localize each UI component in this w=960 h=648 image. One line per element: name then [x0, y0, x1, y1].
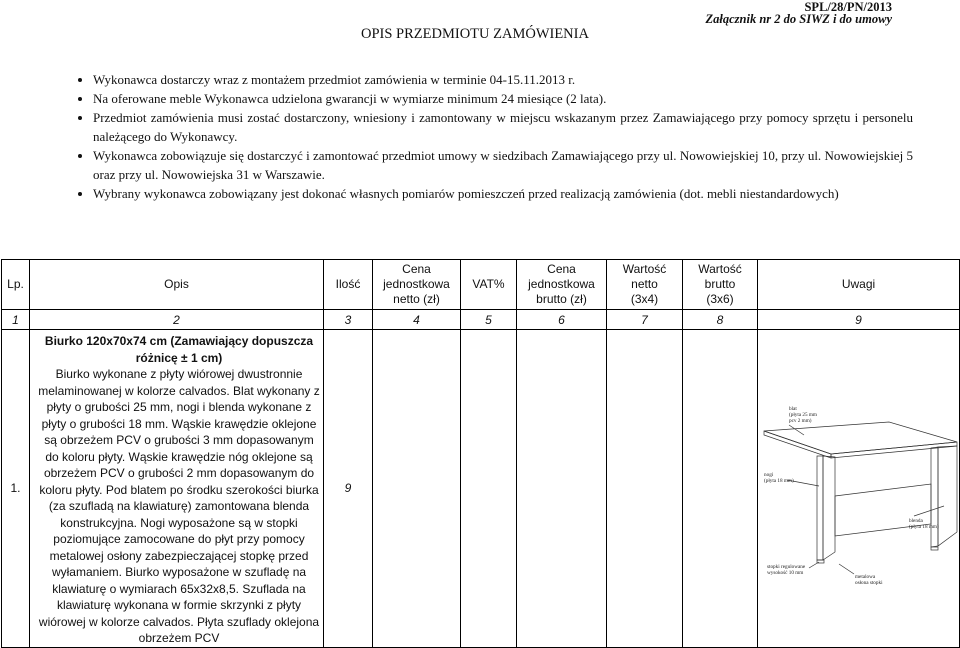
- row-quantity: 9: [324, 330, 373, 648]
- label-stopki: stopki regulowane: [766, 563, 805, 570]
- header-vat: VAT%: [461, 260, 517, 310]
- right-leg-side: [938, 446, 957, 546]
- row-cena-brutto: [517, 330, 607, 648]
- header-uwagi: Uwagi: [758, 260, 960, 310]
- column-number: 5: [461, 310, 517, 330]
- label-oslony: metalowa: [854, 573, 875, 580]
- row-vat: [461, 330, 517, 648]
- condition-item: • Wykonawca dostarczy wraz z montażem przedmiot zamówienia w terminie 04-15.11.2013 r.: [93, 70, 913, 89]
- reference-number: SPL/28/PN/2013: [804, 0, 892, 14]
- label-blenda: blenda: [908, 517, 923, 524]
- header-opis: Opis: [30, 260, 324, 310]
- left-leg-side: [823, 456, 835, 560]
- label-blat-dims: pcv 2 mm): [788, 417, 811, 424]
- column-number: 8: [683, 310, 758, 330]
- label-stopki-dims: wysokość 10 mm: [766, 569, 803, 576]
- label-oslony: osłona stopki: [854, 579, 883, 586]
- left-leg-shape: [817, 456, 823, 560]
- label-blat-dims: (płyta 25 mm: [788, 411, 817, 418]
- condition-item: • Przedmiot zamówienia musi zostać dostarczony, wniesiony i zamontowany w miejscu wskazanym przez Zamawiającego przy pomocy sprzętu i personelu należącego do Wykonawcy.: [93, 108, 913, 146]
- label-blat: blat: [788, 405, 797, 412]
- conditions-list: [74, 70, 913, 203]
- row-description: [30, 330, 324, 648]
- condition-item: • Wybrany wykonawca zobowiązany jest dokonać własnych pomiarów pomieszczeń przed realizacją zamówienia (dot. mebli niestandardowych): [93, 184, 913, 203]
- header-wartosc-brutto: Wartość brutto (3x6): [683, 260, 758, 310]
- row-wartosc-brutto: [683, 330, 758, 648]
- column-number: 3: [324, 310, 373, 330]
- attachment-note: Załącznik nr 2 do SIWZ i do umowy: [705, 12, 892, 26]
- row-cena-netto: [373, 330, 461, 648]
- table-header-row: [2, 260, 960, 310]
- label-nogi-dims: (płyta 18 mm): [763, 477, 794, 484]
- specification-table: [1, 259, 960, 648]
- header-ilosc: Ilość: [324, 260, 373, 310]
- column-number: 2: [30, 310, 324, 330]
- item-title: Biurko 120x70x74 cm (Zamawiający dopuszcza różnicę ± 1 cm): [44, 334, 314, 365]
- header-cena-brutto: Cena jednostkowa brutto (zł): [517, 260, 607, 310]
- page-title: OPIS PRZEDMIOTU ZAMÓWIENIA: [361, 26, 589, 42]
- item-description: Biurko wykonane z płyty wiórowej dwustronnie melaminowanej w kolorze calvados. Blat wykonany z płyty o grubości 25 mm, nogi i blenda wykonane z płyty o grubości 18 mm. Wąskie krawędzie oklejone są obrzeżem PCV o grubości 3 mm dopasowanym do koloru płyty. Wąskie krawędzie nóg oklejone są obrzeżem PCV o grubości 2 mm dopasowanym do koloru płyty. Pod blatem po środku szerokości biurka (za szufladą na klawiaturę) zamontowana blenda konstrukcyjna. Nogi wyposażone są w stopki poziomujące zamocowane do płyt przy pomocy metalowej osłony zabezpieczającej stopkę przed wyłamaniem. Biurko wyposażone w szufladę na klawiaturę o wymiarach 65x32x8,5. Szuflada na klawiaturę wykonana w formie skrzynki z płyty wiórowej w kolorze calvados. Płyta szuflady oklejona obrzeżem PCV: [38, 367, 320, 645]
- column-number: 1: [2, 310, 30, 330]
- label-nogi: nogi: [763, 471, 773, 478]
- right-leg-shape: [931, 447, 938, 547]
- column-number: 7: [607, 310, 683, 330]
- table-row: [2, 330, 960, 648]
- condition-item: • Na oferowane meble Wykonawca udzielona gwarancji w wymiarze minimum 24 miesiące (2 lata).: [93, 89, 913, 108]
- row-wartosc-netto: [607, 330, 683, 648]
- condition-item: • Wykonawca zobowiązuje się dostarczyć i zamontować przedmiot umowy w siedzibach Zamawiającego przy ul. Nowowiejskiej 10, przy ul. Nowowiejskiej 5 oraz przy ul. Nowowiejska 31 w Warszawie.: [93, 146, 913, 184]
- foot-right: [931, 547, 938, 550]
- header-wartosc-netto: Wartość netto (3x4): [607, 260, 683, 310]
- column-number-row: [2, 310, 960, 330]
- header-cena-netto: Cena jednostkowa netto (zł): [373, 260, 461, 310]
- column-number: 4: [373, 310, 461, 330]
- desk-drawing: [759, 346, 959, 631]
- header-lp: Lp.: [2, 260, 30, 310]
- desk-top-shape: [764, 422, 957, 454]
- row-uwagi: [758, 330, 960, 648]
- label-blenda-dims: (płyta 18 mm): [908, 523, 939, 530]
- desk-top-front-edge: [764, 431, 831, 458]
- column-number: 6: [517, 310, 607, 330]
- column-number: 9: [758, 310, 960, 330]
- row-lp: 1.: [2, 330, 30, 648]
